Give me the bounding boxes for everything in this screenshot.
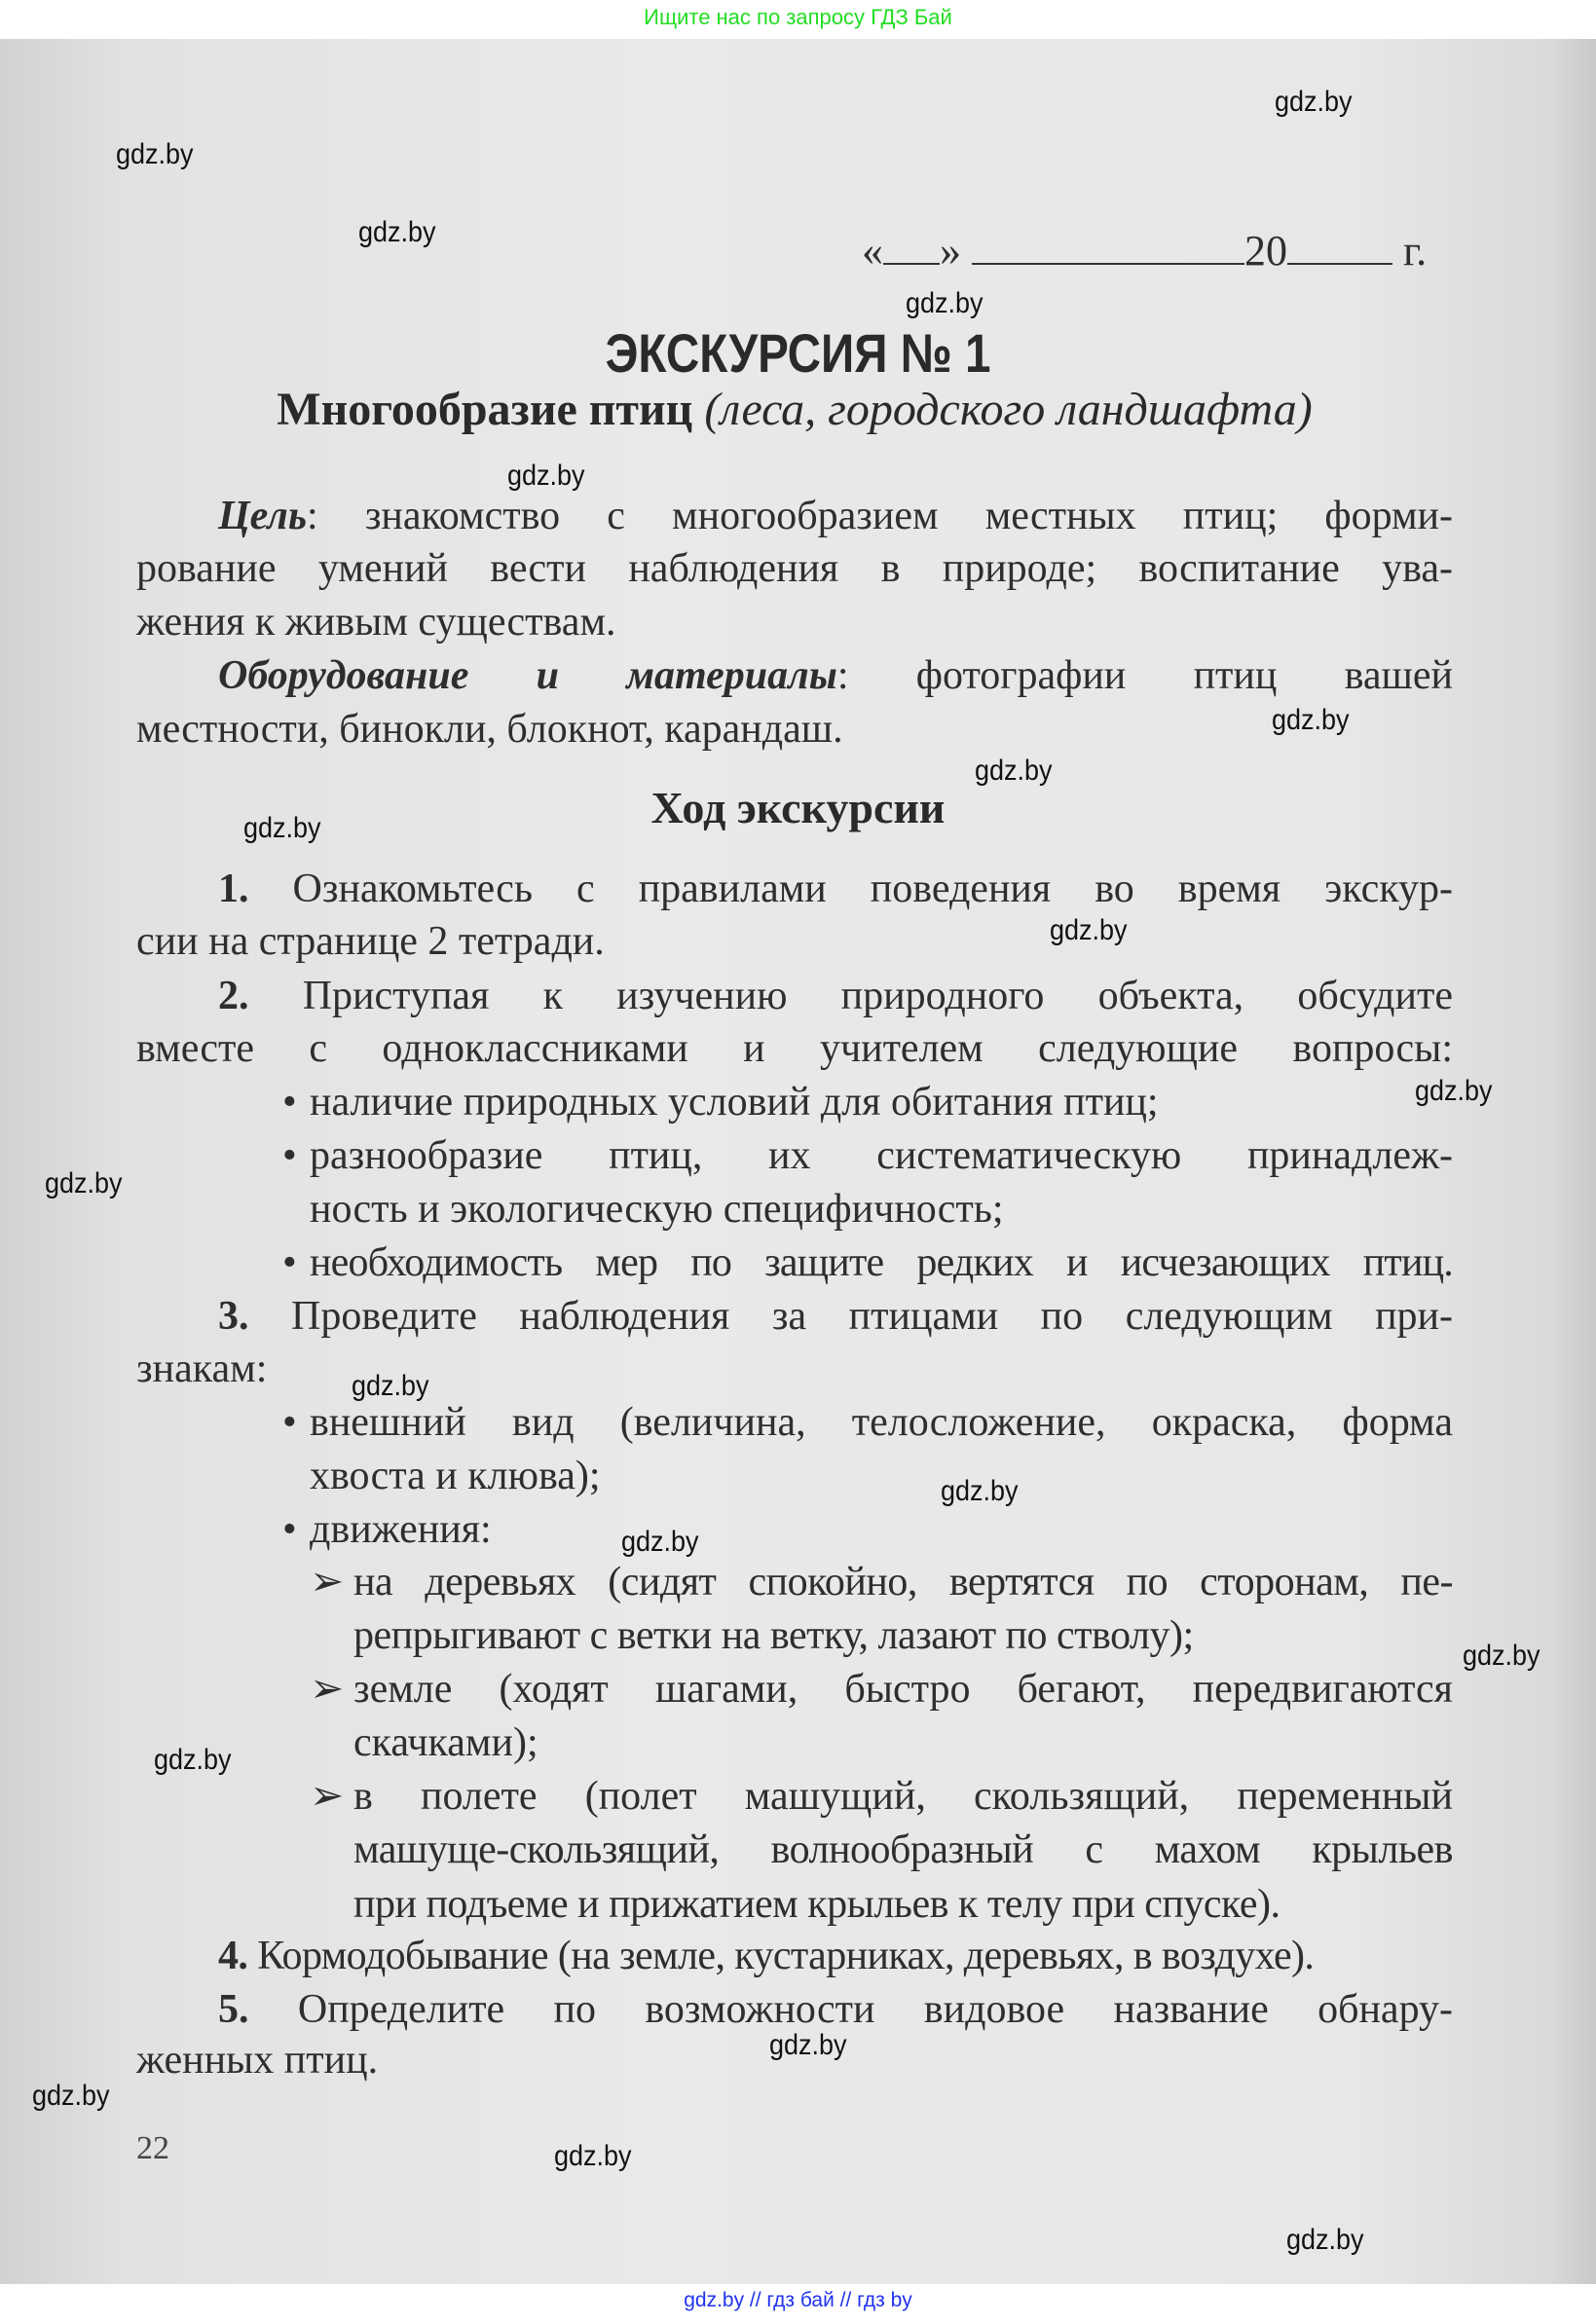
watermark: gdz.by [1272, 704, 1350, 736]
goal-label: Цель [218, 494, 308, 538]
bullet-item: разнообразие птиц, их систематическую принадлеж- [310, 1133, 1453, 1178]
step-1-cont: сии на странице 2 тетради. [136, 919, 605, 964]
equipment-line [218, 649, 1453, 703]
arrow-icon: ➢ [310, 1667, 345, 1712]
step-text: Ознакомьтесь с правилами поведения во время экскур- [292, 867, 1454, 911]
watermark: gdz.by [1275, 86, 1353, 118]
year-blank [1287, 226, 1392, 265]
day-blank [883, 226, 940, 265]
watermark: gdz.by [621, 1526, 699, 1558]
bottom-banner-links[interactable]: gdz.by // гдз бай // гдз by [684, 2289, 912, 2311]
top-banner-text: Ищите нас по запросу ГДЗ Бай [644, 5, 952, 29]
watermark: gdz.by [352, 1370, 429, 1402]
watermark: gdz.by [1415, 1075, 1493, 1107]
watermark: gdz.by [554, 2140, 632, 2172]
watermark: gdz.by [975, 755, 1053, 787]
section-heading: Ход экскурсии [650, 783, 946, 832]
top-banner [0, 0, 1596, 39]
step-text: Проведите наблюдения за птицами по следующим при- [291, 1294, 1454, 1339]
goal-line: жения к живым существам. [136, 600, 616, 645]
bullet-icon: • [282, 1080, 297, 1125]
watermark: gdz.by [906, 287, 984, 319]
step-number: 2. [218, 974, 249, 1018]
step-5-cont: женных птиц. [136, 2038, 379, 2083]
month-blank [972, 226, 1244, 265]
page-number: 22 [136, 2130, 169, 2166]
arrow-icon: ➢ [310, 1774, 345, 1819]
step-text: Приступая к изучению природного объекта, обсудите [302, 974, 1454, 1018]
step-number: 4. [218, 1934, 248, 1978]
watermark: gdz.by [941, 1475, 1019, 1507]
movement-item: на деревьях (сидят спокойно, вертятся по сторонам, пе- [353, 1560, 1453, 1605]
close-quote: » [940, 227, 961, 275]
step-text: Определите по возможности видовое название обнару- [297, 1987, 1454, 2032]
year-prefix: 20 [1244, 227, 1287, 275]
movement-item-cont: репрыгивают с ветки на ветку, лазают по стволу); [353, 1613, 1194, 1658]
bullet-icon: • [282, 1507, 297, 1552]
bullet-item-cont: ность и экологическую специфичность; [310, 1187, 1004, 1232]
arrow-icon: ➢ [310, 1560, 345, 1605]
open-quote: « [862, 227, 883, 275]
watermark: gdz.by [154, 1744, 232, 1776]
step-number: 3. [218, 1294, 249, 1339]
step-3 [218, 1290, 1453, 1344]
subtitle [136, 383, 1453, 436]
movement-item: земле (ходят шагами, быстро бегают, передвигаются [353, 1667, 1453, 1712]
goal-line [218, 490, 1453, 543]
watermark: gdz.by [1050, 914, 1128, 946]
bullet-icon: • [282, 1133, 297, 1178]
movement-item: в полете (полет машущий, скользящий, переменный [353, 1774, 1453, 1819]
movement-item-cont: при подъеме и прижатием крыльев к телу при спуске). [353, 1882, 1281, 1927]
equipment-label: Оборудование и материалы [218, 653, 837, 698]
watermark: gdz.by [507, 460, 585, 492]
bullet-icon: • [282, 1240, 297, 1285]
equipment-line: местности, бинокли, блокнот, карандаш. [136, 707, 843, 752]
date-line [862, 226, 1427, 276]
bullet-item: движения: [310, 1507, 492, 1552]
step-2 [218, 970, 1453, 1023]
movement-item-cont: машуще-скользящий, волнообразный с махом крыльев [353, 1827, 1453, 1872]
year-suffix: г. [1403, 227, 1428, 275]
bullet-item-cont: хвоста и клюва); [310, 1454, 601, 1498]
bullet-item: внешний вид (величина, телосложение, окраска, форма [310, 1400, 1453, 1445]
watermark: gdz.by [769, 2029, 847, 2061]
bullet-icon: • [282, 1400, 297, 1445]
watermark: gdz.by [1286, 2224, 1364, 2256]
step-number: 1. [218, 867, 249, 911]
equipment-text: : фотографии птиц вашей [836, 653, 1454, 698]
watermark: gdz.by [32, 2080, 110, 2112]
step-4 [218, 1930, 1453, 1983]
subtitle-main: Многообразие птиц [277, 384, 693, 435]
goal-text: : знакомство с многообразием местных птиц; форми- [307, 494, 1453, 538]
step-number: 5. [218, 1987, 249, 2032]
watermark: gdz.by [1463, 1640, 1540, 1672]
page-title: ЭКСКУРСИЯ № 1 [605, 322, 991, 384]
step-2-cont: вместе с одноклассниками и учителем следующие вопросы: [136, 1026, 1453, 1071]
bottom-banner [0, 2284, 1596, 2324]
watermark: gdz.by [45, 1167, 123, 1199]
bullet-item: необходимость мер по защите редких и исчезающих птиц. [310, 1240, 1453, 1285]
goal-line: рование умений вести наблюдения в природе; воспитание ува- [136, 546, 1453, 591]
watermark: gdz.by [358, 216, 436, 248]
bullet-item: наличие природных условий для обитания птиц; [310, 1080, 1159, 1125]
watermark: gdz.by [243, 812, 321, 844]
step-text: Кормодобывание (на земле, кустарниках, деревьях, в воздухе). [257, 1934, 1315, 1978]
subtitle-paren: (леса, городского ландшафта) [704, 384, 1313, 435]
step-1 [218, 863, 1453, 916]
watermark: gdz.by [116, 138, 194, 170]
movement-item-cont: скачками); [353, 1720, 538, 1765]
step-3-cont: знакам: [136, 1346, 268, 1391]
